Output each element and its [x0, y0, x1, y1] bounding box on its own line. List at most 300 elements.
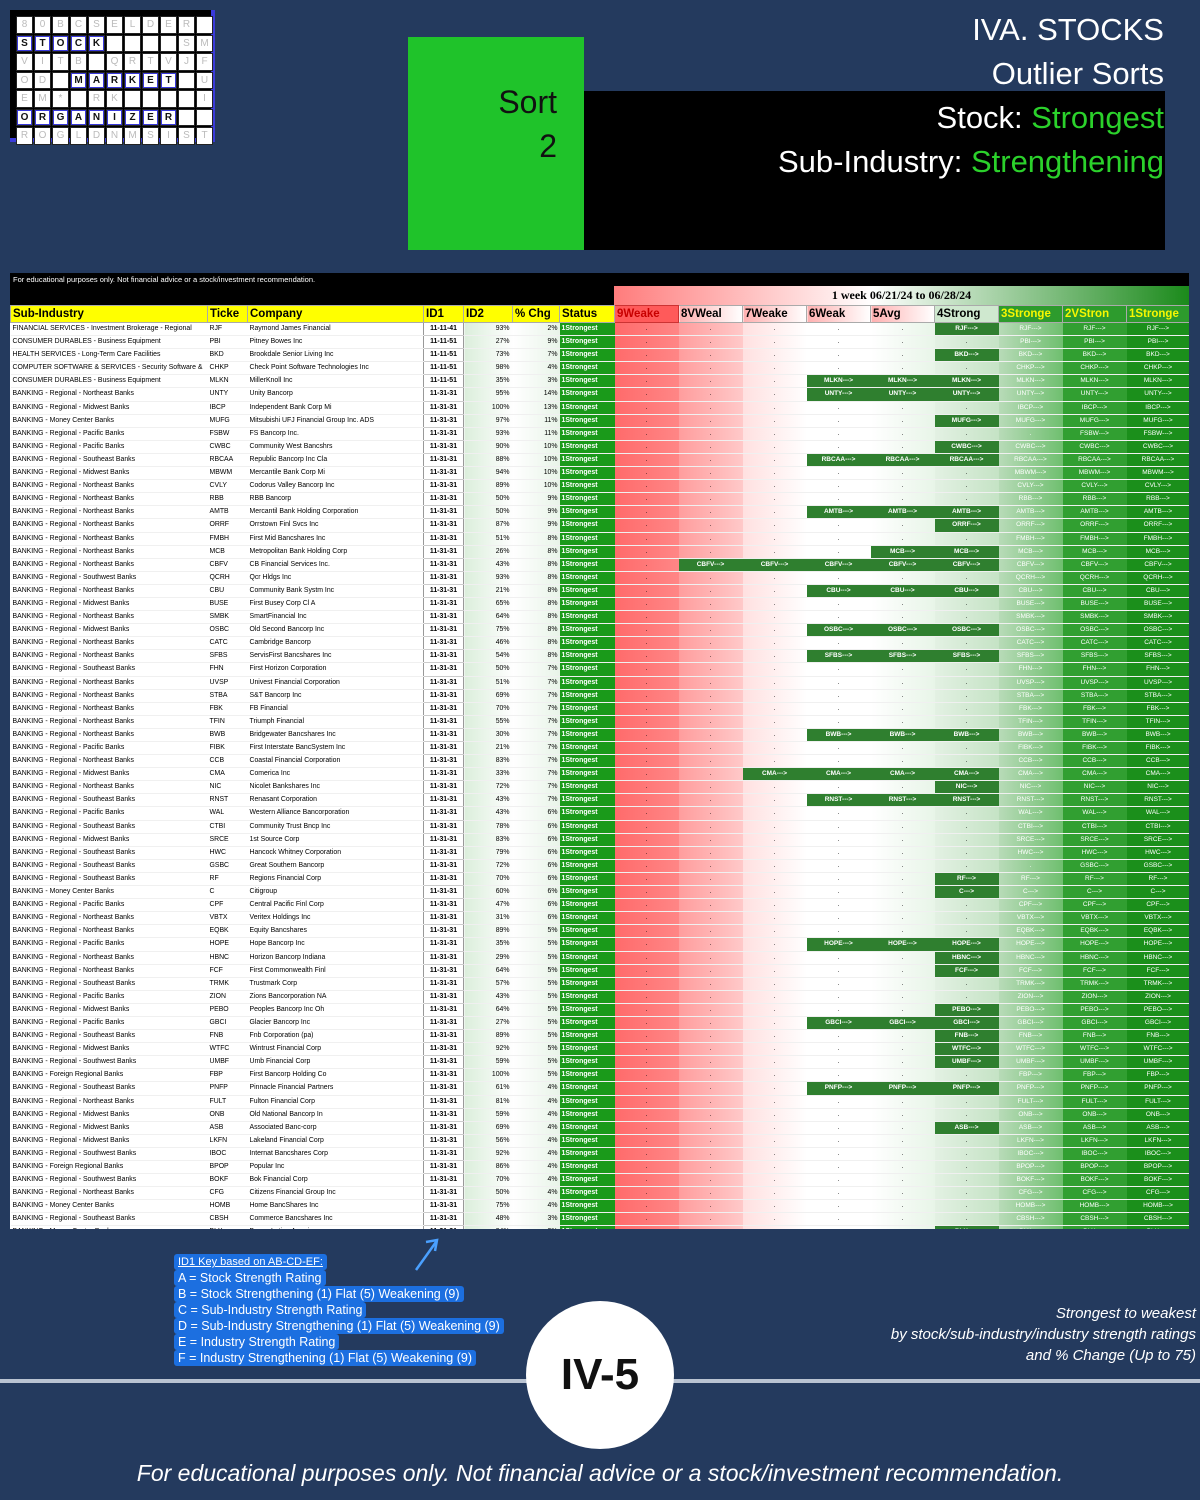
logo-letter: V: [160, 53, 177, 71]
weekly-rating-cell: FMBH--->: [1063, 532, 1127, 545]
weekly-rating-cell: PEBO--->: [1127, 1003, 1190, 1016]
weekly-rating-cell: .: [615, 912, 679, 925]
table-row[interactable]: [11, 768, 1190, 781]
table-cell: 7%: [513, 715, 560, 728]
weekly-rating-cell: .: [807, 637, 871, 650]
table-cell: 6%: [513, 886, 560, 899]
weekly-rating-cell: PEBO--->: [1063, 1003, 1127, 1016]
table-row[interactable]: [11, 1134, 1190, 1147]
weekly-rating-cell: .: [871, 846, 935, 859]
weekly-rating-cell: WAL--->: [999, 807, 1063, 820]
weekly-rating-cell: OSBC--->: [935, 624, 999, 637]
weekly-rating-cell: .: [935, 1187, 999, 1200]
weekly-rating-cell: STBA--->: [999, 689, 1063, 702]
table-cell: 4%: [513, 1147, 560, 1160]
table-cell: 11-31-31: [424, 493, 464, 506]
column-header[interactable]: 5Avg: [871, 306, 935, 323]
table-row[interactable]: [11, 1108, 1190, 1121]
weekly-rating-cell: .: [615, 742, 679, 755]
table-cell: 1Strongest: [560, 519, 615, 532]
table-row[interactable]: [11, 493, 1190, 506]
weekly-rating-cell: .: [615, 755, 679, 768]
table-cell: 7%: [513, 768, 560, 781]
weekly-rating-cell: GBCI--->: [999, 1016, 1063, 1029]
table-cell: 11-31-31: [424, 833, 464, 846]
weekly-rating-cell: .: [935, 820, 999, 833]
table-row[interactable]: [11, 427, 1190, 440]
weekly-rating-cell: RNST--->: [871, 794, 935, 807]
table-row[interactable]: [11, 624, 1190, 637]
weekly-rating-cell: .: [615, 611, 679, 624]
table-row[interactable]: [11, 925, 1190, 938]
table-cell: Community West Bancshrs: [248, 440, 424, 453]
table-cell: 1Strongest: [560, 375, 615, 388]
table-cell: [464, 1226, 513, 1229]
table-row[interactable]: [11, 742, 1190, 755]
table-cell: 26%: [464, 545, 513, 558]
table-row[interactable]: [11, 480, 1190, 493]
table-row[interactable]: [11, 886, 1190, 899]
table-cell: 1Strongest: [560, 493, 615, 506]
weekly-rating-cell: .: [807, 964, 871, 977]
weekly-rating-cell: .: [871, 323, 935, 336]
weekly-rating-cell: FULT--->: [1063, 1095, 1127, 1108]
weekly-rating-cell: OSBC--->: [871, 624, 935, 637]
table-row[interactable]: [11, 781, 1190, 794]
weekly-rating-cell: FNB--->: [935, 1030, 999, 1043]
weekly-rating-cell: .: [807, 925, 871, 938]
table-row[interactable]: [11, 1030, 1190, 1043]
table-cell: 11-31-31: [424, 925, 464, 938]
table-row[interactable]: [11, 728, 1190, 741]
weekly-rating-cell: .: [679, 964, 743, 977]
table-cell: 10%: [513, 467, 560, 480]
weekly-rating-cell: FIBK--->: [999, 742, 1063, 755]
table-row[interactable]: [11, 951, 1190, 964]
table-row[interactable]: [11, 1213, 1190, 1226]
table-cell: 4%: [513, 1108, 560, 1121]
table-cell: 11%: [513, 414, 560, 427]
table-cell: 87%: [464, 519, 513, 532]
column-header[interactable]: Ticke: [208, 306, 248, 323]
weekly-rating-cell: HOMB--->: [1063, 1200, 1127, 1213]
table-cell: 1Strongest: [560, 532, 615, 545]
weekly-rating-cell: PBI--->: [1063, 336, 1127, 349]
column-header[interactable]: 2VStron: [1063, 306, 1127, 323]
weekly-rating-cell: .: [743, 663, 807, 676]
table-row[interactable]: [11, 545, 1190, 558]
table-cell: BANKING - Regional - Pacific Banks: [11, 742, 208, 755]
table-row[interactable]: [11, 637, 1190, 650]
table-cell: 1Strongest: [560, 414, 615, 427]
table-cell: BKD: [208, 349, 248, 362]
weekly-rating-cell: MBWM--->: [1063, 467, 1127, 480]
weekly-rating-cell: .: [615, 597, 679, 610]
table-cell: BANKING - Regional - Midwest Banks: [11, 1134, 208, 1147]
table-cell: 35%: [464, 938, 513, 951]
table-row[interactable]: [11, 440, 1190, 453]
weekly-rating-cell: IBOC--->: [999, 1147, 1063, 1160]
table-row[interactable]: [11, 467, 1190, 480]
table-cell: 93%: [464, 323, 513, 336]
weekly-rating-cell: MBWM--->: [1127, 467, 1190, 480]
weekly-rating-cell: .: [743, 715, 807, 728]
weekly-rating-cell: .: [679, 1043, 743, 1056]
weekly-rating-cell: UVSP--->: [1063, 676, 1127, 689]
table-row[interactable]: [11, 362, 1190, 375]
table-row[interactable]: [11, 1226, 1190, 1229]
weekly-rating-cell: HBNC--->: [1063, 951, 1127, 964]
weekly-rating-cell: .: [871, 414, 935, 427]
column-header[interactable]: ID1: [424, 306, 464, 323]
table-cell: 11-31-31: [424, 938, 464, 951]
table-cell: Great Southern Bancorp: [248, 859, 424, 872]
weekly-rating-cell: .: [743, 362, 807, 375]
logo-letter: M: [34, 90, 51, 108]
logo-letter: T: [160, 72, 177, 90]
weekly-rating-cell: [871, 1226, 935, 1229]
table-cell: 8%: [513, 571, 560, 584]
logo-letter: J: [178, 53, 195, 71]
table-row[interactable]: [11, 1174, 1190, 1187]
sort-indicator: [408, 37, 584, 250]
weekly-rating-cell: .: [935, 1108, 999, 1121]
table-cell: 48%: [464, 1213, 513, 1226]
table-row[interactable]: [11, 794, 1190, 807]
column-header[interactable]: 7Weake: [743, 306, 807, 323]
table-cell: 78%: [464, 820, 513, 833]
table-row[interactable]: [11, 1082, 1190, 1095]
logo-letter: V: [16, 53, 33, 71]
weekly-rating-cell: .: [807, 1174, 871, 1187]
weekly-rating-cell: .: [615, 794, 679, 807]
weekly-rating-cell: BOKF--->: [1063, 1174, 1127, 1187]
weekly-rating-cell: .: [935, 1069, 999, 1082]
table-row[interactable]: [11, 846, 1190, 859]
weekly-rating-cell: HOPE--->: [935, 938, 999, 951]
weekly-rating-cell: CBFV--->: [807, 558, 871, 571]
weekly-rating-cell: PEBO--->: [999, 1003, 1063, 1016]
table-cell: 1Strongest: [560, 1056, 615, 1069]
table-cell: CPF: [208, 899, 248, 912]
weekly-rating-cell: .: [807, 833, 871, 846]
column-header[interactable]: ID2: [464, 306, 513, 323]
weekly-rating-cell: .: [935, 742, 999, 755]
table-cell: 11-31-31: [424, 597, 464, 610]
table-cell: 1Strongest: [560, 912, 615, 925]
weekly-rating-cell: ASB--->: [999, 1121, 1063, 1134]
weekly-rating-cell: .: [807, 611, 871, 624]
table-cell: 5%: [513, 964, 560, 977]
column-header[interactable]: 8VWeal: [679, 306, 743, 323]
weekly-rating-cell: .: [871, 1003, 935, 1016]
weekly-rating-cell: .: [935, 663, 999, 676]
table-cell: PNFP: [208, 1082, 248, 1095]
table-row[interactable]: [11, 964, 1190, 977]
column-header[interactable]: 9Weake: [615, 306, 679, 323]
table-cell: 11-31-31: [424, 794, 464, 807]
weekly-rating-cell: TFIN--->: [999, 715, 1063, 728]
weekly-rating-cell: RJF--->: [935, 323, 999, 336]
table-row[interactable]: [11, 597, 1190, 610]
weekly-rating-cell: MCB--->: [871, 545, 935, 558]
weekly-rating-cell: .: [871, 742, 935, 755]
weekly-rating-cell: ONB--->: [1063, 1108, 1127, 1121]
weekly-rating-cell: .: [743, 899, 807, 912]
table-cell: 11%: [513, 427, 560, 440]
weekly-rating-cell: WTFC--->: [935, 1043, 999, 1056]
weekly-rating-cell: .: [743, 493, 807, 506]
table-cell: BANKING - Regional - Southeast Banks: [11, 1030, 208, 1043]
table-row[interactable]: [11, 323, 1190, 336]
table-cell: 50%: [464, 506, 513, 519]
table-row[interactable]: [11, 375, 1190, 388]
weekly-rating-cell: MCB--->: [1127, 545, 1190, 558]
table-row[interactable]: [11, 1147, 1190, 1160]
column-header[interactable]: % Chg: [513, 306, 560, 323]
table-row[interactable]: [11, 349, 1190, 362]
footer-disclaimer: For educational purposes only. Not financial advice or a stock/investment recommendation.: [136, 1460, 1064, 1486]
weekly-rating-cell: CHKP--->: [999, 362, 1063, 375]
table-cell: 1st Source Corp: [248, 833, 424, 846]
table-row[interactable]: [11, 912, 1190, 925]
table-cell: Orrstown Finl Svcs Inc: [248, 519, 424, 532]
table-row[interactable]: [11, 807, 1190, 820]
table-cell: 43%: [464, 990, 513, 1003]
table-cell: MLKN: [208, 375, 248, 388]
table-row[interactable]: [11, 1016, 1190, 1029]
table-row[interactable]: [11, 1187, 1190, 1200]
weekly-rating-cell: FCF--->: [1127, 964, 1190, 977]
weekly-rating-cell: .: [871, 859, 935, 872]
table-row[interactable]: [11, 558, 1190, 571]
table-row[interactable]: [11, 519, 1190, 532]
table-cell: Univest Financial Corporation: [248, 676, 424, 689]
weekly-rating-cell: WAL--->: [1063, 807, 1127, 820]
weekly-rating-cell: AMTB--->: [871, 506, 935, 519]
table-cell: FS Bancorp Inc.: [248, 427, 424, 440]
table-cell: Comerica Inc: [248, 768, 424, 781]
table-cell: [248, 1226, 424, 1229]
table-row[interactable]: [11, 584, 1190, 597]
table-row[interactable]: [11, 990, 1190, 1003]
table-row[interactable]: [11, 571, 1190, 584]
weekly-rating-cell: ZION--->: [999, 990, 1063, 1003]
table-cell: 11-31-31: [424, 886, 464, 899]
column-header[interactable]: Status: [560, 306, 615, 323]
weekly-rating-cell: .: [679, 833, 743, 846]
weekly-rating-cell: VBTX--->: [1127, 912, 1190, 925]
table-row[interactable]: [11, 1056, 1190, 1069]
table-row[interactable]: [11, 899, 1190, 912]
weekly-rating-cell: SFBS--->: [1063, 650, 1127, 663]
column-header[interactable]: Sub-Industry: [11, 306, 208, 323]
table-cell: BANKING - Regional - Pacific Banks: [11, 938, 208, 951]
weekly-rating-cell: HWC--->: [1127, 846, 1190, 859]
weekly-rating-cell: FMBH--->: [999, 532, 1063, 545]
table-cell: 61%: [464, 1082, 513, 1095]
column-header[interactable]: 6Weak: [807, 306, 871, 323]
table-cell: Associated Banc-corp: [248, 1121, 424, 1134]
weekly-rating-cell: RBB--->: [1063, 493, 1127, 506]
table-cell: 1Strongest: [560, 715, 615, 728]
table-row[interactable]: [11, 611, 1190, 624]
weekly-rating-cell: CCB--->: [1127, 755, 1190, 768]
weekly-rating-cell: .: [679, 532, 743, 545]
table-cell: 1Strongest: [560, 1200, 615, 1213]
table-cell: 5%: [513, 1003, 560, 1016]
weekly-rating-cell: .: [615, 532, 679, 545]
table-row[interactable]: [11, 715, 1190, 728]
table-row[interactable]: [11, 820, 1190, 833]
column-header[interactable]: 4Strong: [935, 306, 999, 323]
weekly-rating-cell: .: [615, 637, 679, 650]
weekly-rating-cell: OSBC--->: [999, 624, 1063, 637]
logo-letter: R: [88, 90, 105, 108]
table-row[interactable]: [11, 388, 1190, 401]
table-cell: 1Strongest: [560, 742, 615, 755]
spreadsheet: [10, 273, 1189, 1229]
table-cell: SMBK: [208, 611, 248, 624]
table-row[interactable]: [11, 506, 1190, 519]
column-header[interactable]: Company: [248, 306, 424, 323]
table-cell: 43%: [464, 807, 513, 820]
weekly-rating-cell: .: [679, 323, 743, 336]
weekly-rating-cell: MLKN--->: [871, 375, 935, 388]
weekly-rating-cell: .: [871, 1056, 935, 1069]
weekly-rating-cell: CMA--->: [807, 768, 871, 781]
weekly-rating-cell: NIC--->: [935, 781, 999, 794]
weekly-rating-cell: PNFP--->: [1127, 1082, 1190, 1095]
table-cell: ASB: [208, 1121, 248, 1134]
table-cell: 1Strongest: [560, 964, 615, 977]
table-row[interactable]: [11, 336, 1190, 349]
table-cell: 64%: [464, 964, 513, 977]
table-cell: Metropolitan Bank Holding Corp: [248, 545, 424, 558]
weekly-rating-cell: .: [871, 362, 935, 375]
column-header[interactable]: 3Stronge: [999, 306, 1063, 323]
weekly-rating-cell: OSBC--->: [1127, 624, 1190, 637]
weekly-rating-cell: .: [743, 794, 807, 807]
table-cell: CONSUMER DURABLES - Business Equipment: [11, 375, 208, 388]
table-row[interactable]: [11, 1161, 1190, 1174]
weekly-rating-cell: .: [871, 1030, 935, 1043]
table-row[interactable]: [11, 414, 1190, 427]
table-row[interactable]: [11, 755, 1190, 768]
table-cell: AMTB: [208, 506, 248, 519]
weekly-rating-cell: .: [743, 349, 807, 362]
table-cell: 89%: [464, 480, 513, 493]
table-cell: CBU: [208, 584, 248, 597]
table-row[interactable]: [11, 401, 1190, 414]
column-header[interactable]: 1Stronge: [1127, 306, 1190, 323]
table-cell: 93%: [464, 571, 513, 584]
weekly-rating-cell: EQBK--->: [999, 925, 1063, 938]
table-cell: 83%: [464, 833, 513, 846]
table-row[interactable]: [11, 872, 1190, 885]
weekly-rating-cell: .: [679, 728, 743, 741]
table-cell: OSBC: [208, 624, 248, 637]
table-cell: IBCP: [208, 401, 248, 414]
table-row[interactable]: [11, 650, 1190, 663]
table-cell: 5%: [513, 938, 560, 951]
weekly-rating-cell: AMTB--->: [999, 506, 1063, 519]
logo-letter: 8: [16, 16, 33, 34]
weekly-rating-cell: UNTY--->: [1127, 388, 1190, 401]
table-row[interactable]: [11, 938, 1190, 951]
logo-letter: C: [70, 35, 87, 53]
weekly-rating-cell: .: [807, 532, 871, 545]
table-cell: ZION: [208, 990, 248, 1003]
table-row[interactable]: [11, 1095, 1190, 1108]
weekly-rating-cell: .: [615, 414, 679, 427]
weekly-rating-cell: SFBS--->: [999, 650, 1063, 663]
table-row[interactable]: [11, 1069, 1190, 1082]
weekly-rating-cell: .: [743, 427, 807, 440]
table-cell: 89%: [464, 925, 513, 938]
table-row[interactable]: [11, 1003, 1190, 1016]
table-row[interactable]: [11, 532, 1190, 545]
weekly-rating-cell: RBCAA--->: [1127, 453, 1190, 466]
weekly-rating-cell: IBOC--->: [1127, 1147, 1190, 1160]
weekly-rating-cell: .: [615, 323, 679, 336]
table-row[interactable]: [11, 833, 1190, 846]
weekly-rating-cell: .: [935, 611, 999, 624]
weekly-rating-cell: BUSE--->: [999, 597, 1063, 610]
table-row[interactable]: [11, 859, 1190, 872]
table-row[interactable]: [11, 663, 1190, 676]
weekly-rating-cell: WAL--->: [1127, 807, 1190, 820]
logo-letter: F: [196, 53, 213, 71]
weekly-rating-cell: BWB--->: [1127, 728, 1190, 741]
table-row[interactable]: [11, 1043, 1190, 1056]
table-cell: Old Second Bancorp Inc: [248, 624, 424, 637]
weekly-rating-cell: .: [743, 676, 807, 689]
weekly-rating-cell: CBSH--->: [1063, 1213, 1127, 1226]
logo-letter: I: [34, 53, 51, 71]
table-row[interactable]: [11, 676, 1190, 689]
weekly-rating-cell: TFIN--->: [1063, 715, 1127, 728]
table-cell: 11-31-31: [424, 689, 464, 702]
weekly-rating-cell: SMBK--->: [999, 611, 1063, 624]
table-cell: 60%: [464, 886, 513, 899]
weekly-rating-cell: .: [871, 1174, 935, 1187]
weekly-rating-cell: .: [743, 1174, 807, 1187]
logo-letter: [196, 16, 213, 34]
table-row[interactable]: [11, 1121, 1190, 1134]
weekly-rating-cell: [1127, 1226, 1190, 1229]
table-row[interactable]: [11, 702, 1190, 715]
weekly-rating-cell: OSBC--->: [807, 624, 871, 637]
table-cell: BANKING - Regional - Midwest Banks: [11, 624, 208, 637]
weekly-rating-cell: .: [679, 506, 743, 519]
table-cell: 1Strongest: [560, 453, 615, 466]
table-row[interactable]: [11, 977, 1190, 990]
table-cell: 56%: [464, 1134, 513, 1147]
table-row[interactable]: [11, 453, 1190, 466]
table-cell: 1Strongest: [560, 676, 615, 689]
table-row[interactable]: [11, 1200, 1190, 1213]
table-cell: 31%: [464, 912, 513, 925]
table-cell: 7%: [513, 781, 560, 794]
table-cell: SFBS: [208, 650, 248, 663]
table-cell: 90%: [464, 440, 513, 453]
weekly-rating-cell: .: [615, 388, 679, 401]
weekly-rating-cell: .: [679, 1213, 743, 1226]
weekly-rating-cell: .: [935, 1134, 999, 1147]
table-cell: 1Strongest: [560, 349, 615, 362]
table-row[interactable]: [11, 689, 1190, 702]
